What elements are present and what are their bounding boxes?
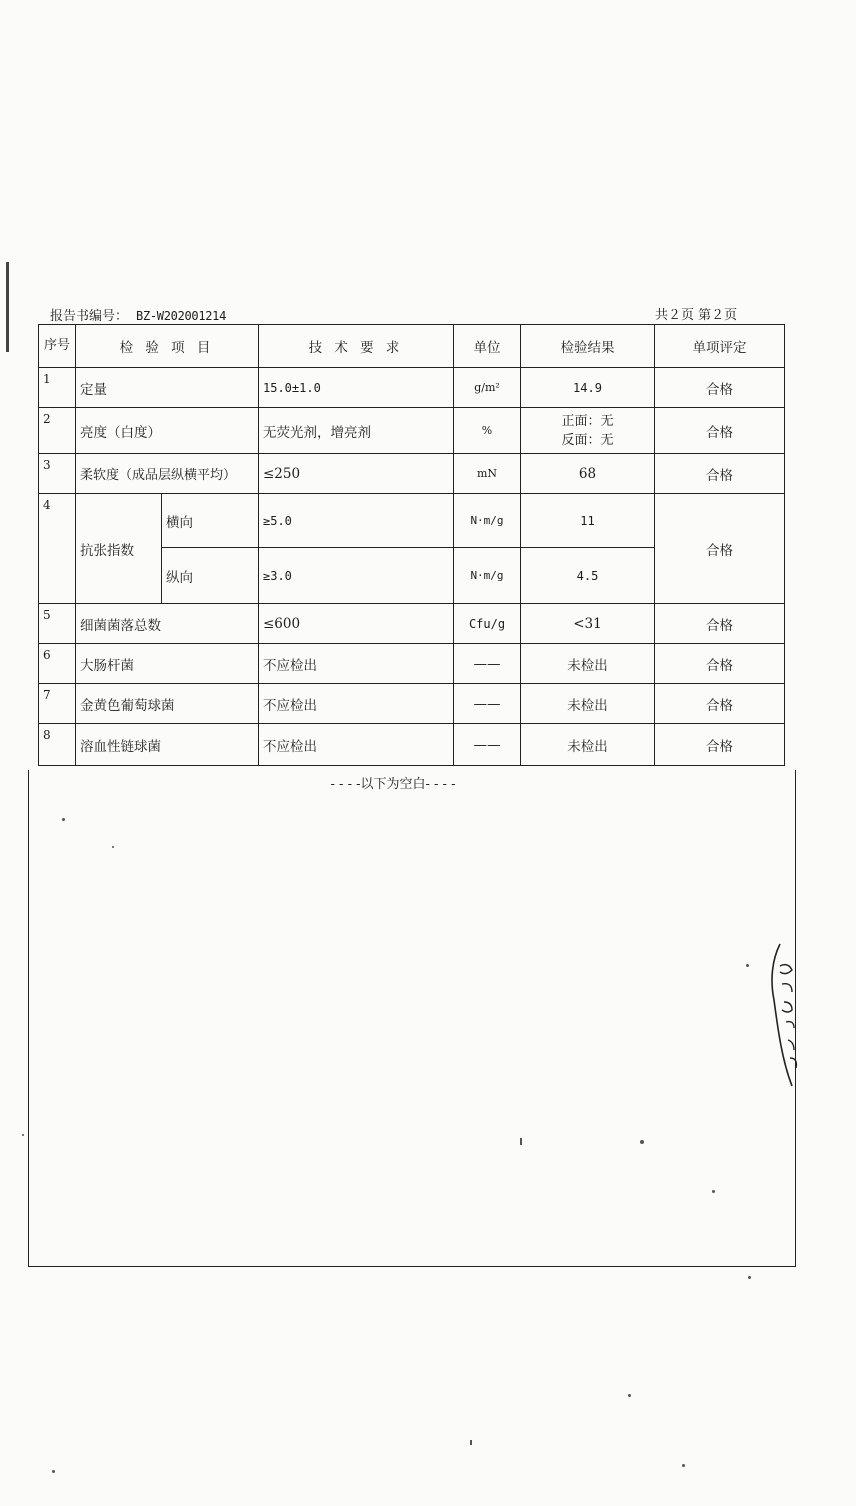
row-result: 68 <box>521 454 655 494</box>
row-requirement: ≥5.0 <box>259 494 454 548</box>
row-item: 柔软度（成品层纵横平均） <box>76 454 259 494</box>
row-result: 4.5 <box>521 548 655 604</box>
blank-note: - - - -以下为空白- - - - <box>330 777 456 792</box>
row-verdict: 合格 <box>655 408 785 454</box>
row-requirement: 不应检出 <box>259 724 454 766</box>
scan-speck <box>22 1134 24 1136</box>
handwritten-signature <box>766 940 806 1090</box>
col-header-no: 序号 <box>39 325 76 368</box>
table-header-row <box>39 325 785 368</box>
row-sub-direction: 纵向 <box>162 548 259 604</box>
col-header-result: 检验结果 <box>521 325 655 368</box>
test-results-table <box>38 324 785 766</box>
scan-speck <box>520 1138 522 1145</box>
table-row <box>39 604 785 644</box>
row-result: 11 <box>521 494 655 548</box>
row-unit: N·m/g <box>454 548 521 604</box>
row-unit: —— <box>454 644 521 684</box>
row-no: 6 <box>39 644 76 684</box>
row-no: 7 <box>39 684 76 724</box>
report-number-label: 报告书编号： <box>50 309 129 324</box>
row-unit: mN <box>454 454 521 494</box>
row-requirement: ≤250 <box>259 454 454 494</box>
col-header-item: 检 验 项 目 <box>76 325 259 368</box>
scan-speck <box>712 1190 715 1193</box>
row-unit: Cfu/g <box>454 604 521 644</box>
scan-speck <box>62 818 65 821</box>
row-verdict: 合格 <box>655 604 785 644</box>
row-result: 未检出 <box>521 724 655 766</box>
table-row <box>39 368 785 408</box>
row-result: 未检出 <box>521 684 655 724</box>
row-verdict: 合格 <box>655 494 785 604</box>
row-verdict: 合格 <box>655 724 785 766</box>
row-requirement: ≥3.0 <box>259 548 454 604</box>
table-row <box>39 644 785 684</box>
row-requirement: 无荧光剂，增亮剂 <box>259 408 454 454</box>
row-item: 溶血性链球菌 <box>76 724 259 766</box>
row-verdict: 合格 <box>655 368 785 408</box>
page-info: 共２页 第２页 <box>655 308 738 323</box>
row-no: 5 <box>39 604 76 644</box>
row-unit: —— <box>454 684 521 724</box>
blank-note-line <box>0 773 856 792</box>
row-item: 细菌菌落总数 <box>76 604 259 644</box>
col-header-unit: 单位 <box>454 325 521 368</box>
row-no: 3 <box>39 454 76 494</box>
table-row <box>39 684 785 724</box>
col-header-verdict: 单项评定 <box>655 325 785 368</box>
row-unit: % <box>454 408 521 454</box>
table-row <box>39 408 785 454</box>
row-item: 大肠杆菌 <box>76 644 259 684</box>
table-row <box>39 454 785 494</box>
blank-area-frame <box>28 770 796 1267</box>
scan-speck <box>748 1276 751 1279</box>
table-row <box>39 724 785 766</box>
row-verdict: 合格 <box>655 454 785 494</box>
row-requirement: 不应检出 <box>259 684 454 724</box>
scan-edge-mark <box>6 262 9 352</box>
scan-speck <box>112 846 114 848</box>
row-no: 8 <box>39 724 76 766</box>
result-back: 反面：无 <box>561 432 614 448</box>
row-unit: g/m² <box>454 368 521 408</box>
row-result: 未检出 <box>521 644 655 684</box>
scan-speck <box>628 1394 631 1397</box>
row-no: 2 <box>39 408 76 454</box>
scan-speck <box>52 1470 55 1473</box>
scan-speck <box>640 1140 644 1144</box>
row-result: 14.9 <box>521 368 655 408</box>
row-item: 定量 <box>76 368 259 408</box>
row-sub-direction: 横向 <box>162 494 259 548</box>
col-header-requirement: 技 术 要 求 <box>259 325 454 368</box>
row-requirement: ≤600 <box>259 604 454 644</box>
report-number <box>50 305 226 324</box>
row-item: 亮度（白度） <box>76 408 259 454</box>
report-number-value: BZ-W202001214 <box>136 309 227 323</box>
row-unit: —— <box>454 724 521 766</box>
scan-speck <box>470 1440 472 1445</box>
result-front: 正面：无 <box>561 413 614 429</box>
table-row <box>39 494 785 548</box>
row-verdict: 合格 <box>655 684 785 724</box>
row-item: 抗张指数 <box>76 494 162 604</box>
row-result: <31 <box>521 604 655 644</box>
row-no: 1 <box>39 368 76 408</box>
scan-speck <box>682 1464 685 1467</box>
row-no: 4 <box>39 494 76 604</box>
scan-speck <box>746 964 749 967</box>
row-verdict: 合格 <box>655 644 785 684</box>
row-requirement: 不应检出 <box>259 644 454 684</box>
row-unit: N·m/g <box>454 494 521 548</box>
row-result <box>521 408 655 454</box>
row-requirement: 15.0±1.0 <box>259 368 454 408</box>
row-item: 金黄色葡萄球菌 <box>76 684 259 724</box>
